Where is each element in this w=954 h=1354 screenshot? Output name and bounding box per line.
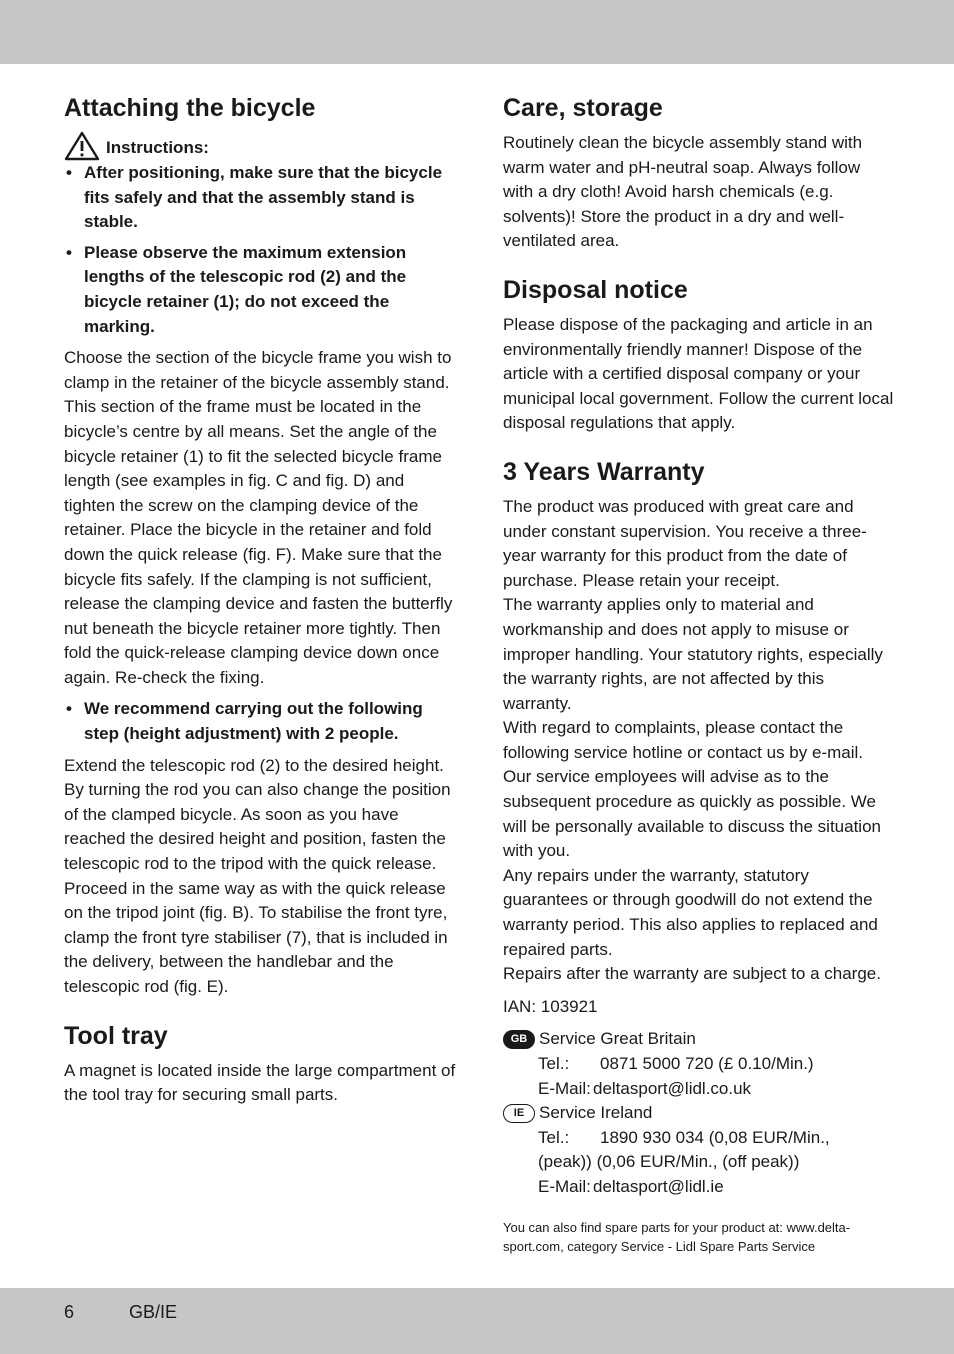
warranty-paragraph: The warranty applies only to material and workmanship and does not apply to misuse or improper handling. Your statutory rights, especially the warranty rights, are not affected by this warranty. <box>503 595 883 713</box>
disposal-heading: Disposal notice <box>503 275 688 304</box>
service-ie <box>503 1101 895 1126</box>
instruction-item: • Please observe the maximum extension lengths of the telescopic rod (2) and the bicycle retainer (1); do not exceed the marking. <box>64 241 456 339</box>
care-text: Routinely clean the bicycle assembly stand with warm water and pH-neutral soap. Always follow with a dry cloth! Avoid harsh chemicals (e.g. solvents)! Store the product in a dry and well-ventilated area. <box>503 133 863 251</box>
attaching-heading: Attaching the bicycle <box>64 94 316 122</box>
gb-email: deltasport@lidl.co.uk <box>593 1078 752 1098</box>
email-label: E-Mail: <box>538 1176 591 1196</box>
care-heading: Care, storage <box>503 94 663 122</box>
instructions-text: Instructions: <box>106 138 209 158</box>
recommendation-item: • We recommend carrying out the following step (height adjustment) with 2 people. <box>64 697 456 746</box>
disposal-text: Please dispose of the packaging and article in an environmentally friendly manner! Dispose of the article with a certified disposal company or your municipal local government. Follow the current local disposal regulations that apply. <box>503 314 894 433</box>
gb-badge: GB <box>503 1030 535 1049</box>
ie-phone-continued: (peak)) (0,06 EUR/Min., (off peak)) <box>538 1152 800 1172</box>
language-code: GB/IE <box>129 1302 178 1322</box>
instructions-list <box>64 161 456 339</box>
service-ie-contact <box>503 1126 895 1200</box>
ie-badge: IE <box>503 1104 535 1123</box>
warranty-paragraph: Repairs after the warranty are subject to a charge. <box>503 964 881 984</box>
warning-icon <box>64 131 100 161</box>
right-column <box>503 90 895 1257</box>
warranty-heading: 3 Years Warranty <box>503 457 705 486</box>
tel-label: Tel.: <box>538 1127 570 1147</box>
service-gb-contact <box>503 1052 895 1101</box>
ian-number: IAN: 103921 <box>503 996 598 1016</box>
spare-parts-note: You can also find spare parts for your product at: www.delta-sport.com, category Service - Lidl Spare Parts Service <box>503 1219 851 1255</box>
attaching-paragraph-2: Extend the telescopic rod (2) to the desired height. By turning the rod you can also change the position of the clamped bicycle. As soon as you have reached the desired height and position, fasten the telescopic rod to the tripod with the quick release. Proceed in the same way as with the quick release on the tripod joint (fig. B). To stabilise the front tyre, clamp the front tyre stabiliser (7), that is included in the delivery, between the handlebar and the telescopic rod (fig. E). <box>64 755 451 996</box>
left-column <box>64 90 456 1108</box>
service-gb-title: Service Great Britain <box>539 1029 696 1049</box>
instruction-item: • After positioning, make sure that the bicycle fits safely and that the assembly stand is stable. <box>64 161 456 235</box>
gb-phone: 0871 5000 720 (£ 0.10/Min.) <box>600 1054 814 1073</box>
ie-email: deltasport@lidl.ie <box>593 1176 724 1196</box>
tool-tray-heading: Tool tray <box>64 1021 168 1050</box>
page-number: 6 <box>64 1302 75 1322</box>
warranty-paragraph: Any repairs under the warranty, statutory guarantees or through goodwill do not extend the warranty period. This also applies to replaced and repaired parts. <box>503 865 878 959</box>
tel-label: Tel.: <box>538 1054 570 1073</box>
recommendation-list <box>64 697 456 746</box>
header-band <box>0 0 954 64</box>
ie-phone: 1890 930 034 (0,08 EUR/Min., <box>600 1127 830 1147</box>
instructions-label <box>64 131 456 161</box>
warranty-paragraph: With regard to complaints, please contact the following service hotline or contact us by e-mail. Our service employees will advise as to the subsequent procedure as quickly as possible. We will be personally available to discuss the situation with you. <box>503 718 881 861</box>
tool-tray-text: A magnet is located inside the large compartment of the tool tray for securing small parts. <box>64 1060 456 1105</box>
service-gb <box>503 1027 895 1052</box>
attaching-paragraph-1: Choose the section of the bicycle frame you wish to clamp in the retainer of the bicycle assembly stand. This section of the frame must be located in the bicycle’s centre by all means. Set the angle of the bicycle retainer (1) to fit the selected bicycle frame length (see examples in fig. C and fig. D) and tighten the screw on the clamping device of the retainer. Place the bicycle in the retainer and fold down the quick release (fig. F). Make sure that the bicycle fits safely. If the clamping is not sufficient, release the clamping device and fasten the butterfly nut beneath the bicycle retainer more tightly. Then fold the quick-release clamping device down once again. Re-check the fixing. <box>64 348 453 687</box>
warranty-paragraph: The product was produced with great care and under constant supervision. You receive a three-year warranty for this product from the date of purchase. Please retain your receipt. <box>503 496 867 590</box>
service-ie-title: Service Ireland <box>539 1103 653 1123</box>
email-label: E-Mail: <box>538 1078 591 1098</box>
